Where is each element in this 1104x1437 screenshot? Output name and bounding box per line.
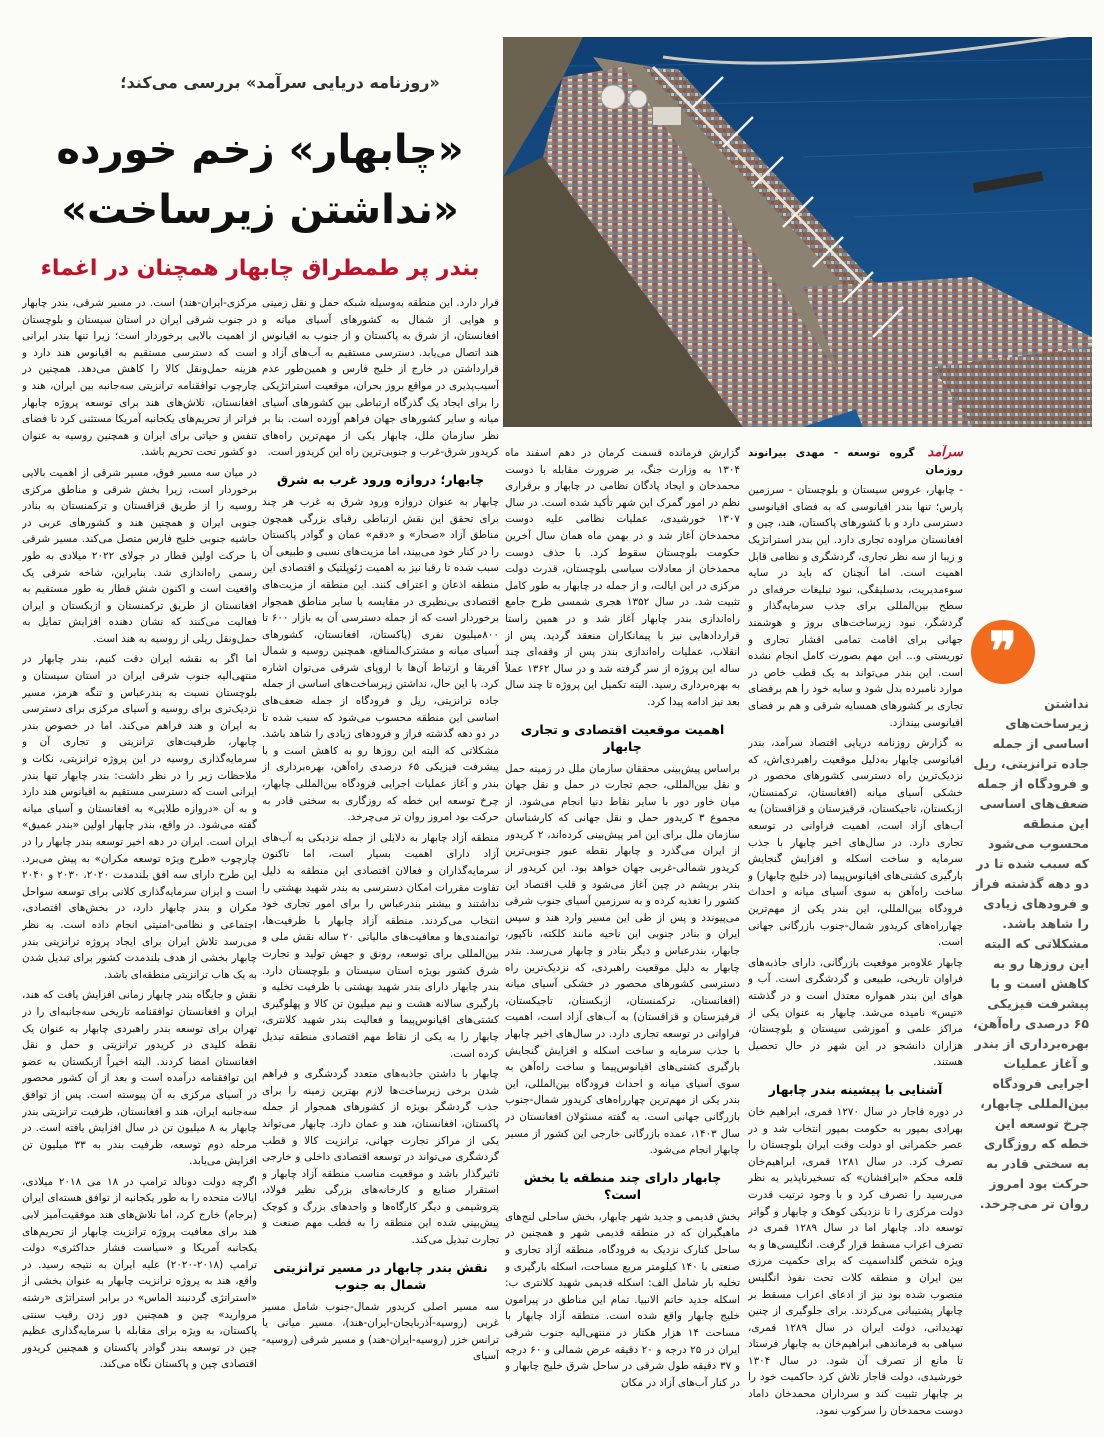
paragraph: منطقه آزاد چابهار به دلایلی از جمله نزدیکی به آب‌های آزاد دارای اهمیت بسیار است، اما تاکنون سرمایه‌گذاران و فعالان اقتصادی این منطقه به دلیل تفاوت مقررات امکان دسترسی به بندر شهید بهشتی را نداشتند و بیشتر بندرعباس را برای امور تجاری خود انتخاب می‌کردند. منطقه آزاد چابهار با ظرفیت‌ها، توانمندی‌ها و معافیت‌های مالیاتی ۲۰ ساله نقش ملی و بین‌المللی برای توسعه، رونق و جهش تولید و تجارت شرق کشور بویژه استان سیستان و بلوچستان دارد. بندر چابهار دارای بندر شهید بهشتی با ظرفیت تخلیه و بارگیری سالانه هشت و نیم میلیون تن کالا و پهلوگیری کشتی‌های اقیانوس‌پیما و فعالیت بندر شهید کلانتری، چابهار را به یکی از نقاط مهم اقتصادی منطقه تبدیل کرده است.: [262, 831, 499, 1060]
section-heading: اهمیت موقعیت اقتصادی و تجاری چابهار: [520, 721, 725, 754]
paragraph: نقش و جایگاه بندر چابهار زمانی افزایش یافت که هند، ایران و افغانستان توافقنامه تاریخی سه‌جانبه‌ای را در تهران برای توسعه بندر راهبردی چابهار به عنوان یک نقطه کلیدی در کریدور ترانزیتی و حمل و نقل افغانستان امضا کردند. البته اخیراً ازبکستان به عضو این توافقنامه درآمده است و بعد از آن کشور محصور در آسیای مرکزی به آن پیوسته است. پس از توافق سه‌جانبه ایران، هند و افغانستان، ظرفیت ترانزیتی بندر چابهار به ۸ میلیون تن در سال افزایش یافته است. در مرحله دوم توسعه، ظرفیت بندر به ۳۳ میلیون تن افزایش می‌یابد.: [22, 989, 257, 1168]
column-3: [262, 295, 499, 1430]
paragraph: چابهار به عنوان دروازه ورود شرق به غرب هر چند برای تحقق این نقش ارتباطی رقبای بزرگی همچون مناطق آزاد «صحار» و «دقم» عمان و گوادر پاکستان را در کنار خود می‌بیند، اما مزیت‌های نسبی و طبیعی آن سبب شده تا رقبا نیز به اهمیت ژئوپلتیک و اقتصادی این منطقه اذعان و اعتراف کنند. این منطقه از مزیت‌های اقتصادی بی‌نظیری در مقایسه با سایر مناطق همجوار برخوردار است که از جمله دسترسی آن به بازار ۶۰۰ تا ۸۰۰میلیون نفری (پاکستان، افغانستان، کشورهای آسیای میانه و مشترک‌المنافع، همچنین روسیه و شمال آفریقا و ارتباط آن‌ها با اروپای شرقی می‌توان اشاره کرد. با این حال، نداشتن زیرساخت‌های اساسی از جمله جاده ترانزیتی، ریل و فرودگاه از جمله ضعف‌های اساسی این منطقه محسوب می‌شود که سبب شده تا در دو دهه گذشته فراز و فرودهای زیادی را شاهد باشد. مشکلاتی که البته این روزها رو به کاهش است و با پیشرفت فیزیکی ۶۵ درصدی راه‌آهن، بهره‌برداری از بندر و آغاز عملیات اجرایی فرودگاه بین‌المللی چابهار، چرخ توسعه این خطه که روزگاری به سختی قادر به حرکت بود امروز روان تر می‌چرخد.: [262, 495, 499, 824]
paragraph: در دوره قاجار در سال ۱۲۷۰ قمری، ابراهیم خان بهرادی بمپور به حکومت بمپور انتخاب شد و در عصر حکمرانی او دولت وقت ایران بلوچستان را تصرف کرد. در سال ۱۲۸۱ قمری، ابراهیم‌خان قلعه محکم «ابرافشان» که تسخیرناپذیر به نظر می‌رسید را تصرف کرد و با وجود ترتیب قدرت دولت مرکزی را تا نزدیکی کوهک و چابهار و گواتر توسعه داد. چابهار اما در سال ۱۲۸۹ قمری در تصرف اعراب مسقط قرار گرفت. انگلیسی‌ها و به ویژه شخص گلداسمیت که برای حکمیت مرزی بین ایران و منطقه کلات تحت نفوذ انگلیس منصوب شده بود نیز از ادعای اعراب مسقط بر چابهار پشتیبانی می‌کردند. برای جلوگیری از چنین تهدیداتی، دولت ایران در سال ۱۲۸۹ قمری، سپاهی به فرماندهی ابراهیم‌خان به چابهار فرستاد تا مانع از تصرف آن شود. در سال ۱۳۰۴ خورشیدی، دولت قاجار تلاش کرد حاکمیت خود را بر چابهار تثبیت کند و سرداران محمدخان داماد دوست محمدخان را سرکوب نمود.: [748, 1105, 963, 1417]
article-kicker: «روزنامه دریایی سرآمد» بررسی می‌کند؛: [120, 73, 440, 92]
paragraph: مرکزی-ایران-هند) است. در مسیر شرقی، بندر چابهار در جنوب شرقی ایران در استان سیستان و بلوچستان از اهمیت بالایی برخوردار است؛ زیرا تنها بندر ایرانی است که دسترسی مستقیم به اقیانوس هند دارد و هزینه حمل‌ونقل کالا را کاهش می‌دهد. همچنین در چارچوب توافقنامه ترانزیتی سه‌جانبه بین ایران، هند و افغانستان، تلاش‌های هند برای توسعه پروژه چابهار فراتر از تحریم‌های یکجانبه آمریکا مستثنی کرد تا فضای تنفس و حیاتی برای ایران و همچنین روسیه به عنوان دو کشور تحت تحریم باشد.: [22, 297, 257, 459]
column-2: [505, 445, 740, 1430]
article-headline: [20, 120, 500, 240]
paragraph: براساس پیش‌بینی محققان سازمان ملل در زمینه حمل و نقل بین‌المللی، حجم تجارت در حمل و نقل جهان میان خاور دور با سایر نقاط دنیا انجام می‌شود. از مجموع ۳ کریدور حمل و نقل جهانی که کارشناسان سازمان ملل برای این امر پیش‌بینی کرده‌اند، ۲ کریدور از ایران می‌گذرد و چابهار نقطه عبور جنوبی‌ترین کریدور شمالی-غربی جهان خواهد بود. این کریدور از بندر بریشم در چین آغاز می‌شود و قلب اقتصاد این کشور را تغذیه کرده و به سرزمین آسیای جنوب شرقی می‌پیوندد و پس از طی این مسیر وارد هند و سپس ایران و بنادر جنوبی این ناحیه مانند کلکته، ناکپور، جابهار، بندرعباس و دیگر بنادر و چابهار می‌رسد. بندر چابهار به دلیل موقعیت راهبردی، که نزدیک‌ترین راه دسترسی کشورهای محصور در خشکی آسیای میانه (افغانستان، ترکمنستان، ازبکستان، تاجیکستان، قرقیزستان و قزاقستان) به آب‌های آزاد است، اهمیت فراوانی در توسعه تجاری دارد. در سال‌های اخیر چابهار با جذب سرمایه و ساخت اسکله و افزایش گنجایش بارگیری کشتی‌های اقیانوس‌پیما و ساخت راه‌آهن به سوی آسیای میانه و احداث فرودگاه بین‌المللی، این بندر یکی از مهم‌ترین چهارراه‌های کریدور شمال-جنوب بازرگانی جهانی است. به گفته مسئولان افغانستان در سال ۱۴۰۳، عمده بازرگانی خارجی این کشور از مسیر چابهار انجام می‌شود.: [505, 762, 740, 1157]
column-4: [22, 295, 257, 1430]
section-heading: نقش بندر چابهار در مسیر ترانزیتی شمال به جنوب: [273, 1259, 488, 1292]
pull-quote: [971, 620, 1089, 1214]
paragraph: به گزارش روزنامه دریایی اقتصاد سرآمد، بندر اقیانوسی چابهار به‌دلیل موقعیت راهبردی‌اش، که نزدیک‌ترین راه دسترسی کشورهای محصور در خشکی آسیای میانه (افغانستان، ترکمنستان، ازبکستان، تاجیکستان، قرقیزستان و قزاقستان) به آب‌های آزاد است، اهمیت فراوانی در توسعه تجاری دارد. در سال‌های اخیر چابهار با جذب سرمایه و ساخت اسکله و افزایش گنجایش بارگیری کشتی‌های اقیانوس‌پیما (در خلیج چابهار) و ساخت راه‌آهن به سوی آسیای میانه و احداث فرودگاه بین‌المللی، این بندر یکی از مهم‌ترین چهارراه‌های کریدور شمال-جنوب بازرگانی جهانی است.: [748, 737, 963, 949]
section-heading: چابهار؛ دروازه ورود غرب به شرق: [276, 471, 485, 487]
paragraph: چابهار با داشتن جاذبه‌های متعدد گردشگری و فراهم شدن برخی زیرساخت‌ها لازم بهترین زمینه را برای جذب گردشگر بویژه از کشورهای همجوار از جمله پاکستان، افغانستان، هند و عمان دارد. چابهار می‌تواند یکی از مراکز تجارت جهانی، ترانزیت کالا و قطب گردشگری می‌تواند در توسعه اقتصادی داخلی و خارجی تاثیرگذار باشد و موقعیت مناسب منطقه آزاد چابهار و استقرار صنایع و کارخانه‌های بزرگی نظیر فولاد، پتروشیمی و دیگر کارگاه‌ها و واحدهای بزرگ و کوچک پیش‌بینی شده این منطقه را به قطب مهم صنعت و تجارت تبدیل می‌کند.: [262, 1068, 499, 1247]
quote-mark-icon: ❞: [971, 620, 1035, 684]
pull-quote-text: نداشتن زیرساخت‌های اساسی از جمله جاده ترانزیتی، ریل و فرودگاه از جمله ضعف‌های اساسی این منطقه محسوب می‌شود که سبب شده تا در دو دهه گذشته فراز و فرودهای زیادی را شاهد باشد. مشکلاتی که البته این روزها رو به کاهش است و با پیشرفت فیزیکی ۶۵ درصدی راه‌آهن، بهره‌برداری از بندر و آغاز عملیات اجرایی فرودگاه بین‌المللی چابهار، چرخ توسعه این خطه که روزگاری به سختی قادر به حرکت بود امروز روان تر می‌چرخد.: [972, 696, 1089, 1211]
paragraph: سه مسیر اصلی کریدور شمال-جنوب شامل مسیر غربی (روسیه-آذربایجان-ایران-هند)، مسیر میانی یا ترانس خزر (روسیه-ایران-هند) و مسیر شرقی (روسیه-آسیای: [262, 1300, 499, 1363]
paragraph: - چابهار، عروس سیستان و بلوچستان - سرزمین پارس؛ تنها بندر اقیانوسی که به فضای اقیانوسی دسترسی دارد و با کشورهای پاکستان، هند، چین و افغانستان مراوده تجاری دارد. این بندر استراتژیک و زیبا از سه نظر تجاری، گردشگری و نظامی قابل اهمیت است. اما آنچنان که باید در سایه سوءمدیریت، بدسلیقگی، نبود تبلیغات حرفه‌ای در سطح بین‌المللی برای جذب سرمایه‌گذار و گردشگر، نبود زیرساخت‌های بروز و هوشمند جهانی برای اقامت تمامی اقشار تجاری و توریستی و... این مهم بصورت کامل انجام نشده است. این بندر می‌تواند به یک قطب خاص در موارد نامبرده بدل شود و سایه خود را هم برفضای تجاری بر کشورهای همسایه شرقی و هم بر فضای اقیانوسی بیندازد.: [748, 484, 963, 729]
paragraph: اگرچه دولت دونالد ترامپ در ۱۸ می ۲۰۱۸ میلادی، ایالات متحده را به طور یکجانبه از توافق هسته‌ای ایران (برجام) خارج کرد، اما تلاش‌های هند موفقیت‌آمیز لابی هند برای معافیت پروژه ترانزیت چابهار از تحریم‌های یکجانبه آمریکا و «سیاست فشار حداکثری» دولت ترامپ (۲۰۱۸-۲۰۲۰) علیه ایران به نتیجه رسید. در واقع، هند به پروژه ترانزیت چابهار به عنوان بخشی از «استراتژی گردنبند الماس» در برابر استراتژی «رشته مروارید» چین و همچنین دور زدن رقیب سنتی پاکستان، به ویژه برای مقابله با سرمایه‌گذاری عظیم چین در توسعه بندر گوادر پاکستان و همچنین کریدور اقتصادی چین و پاکستان نگاه می‌کند.: [22, 1175, 257, 1371]
paragraph: بخش قدیمی و جدید شهر چابهار، بخش ساحلی لنج‌های ماهیگیران که در منطقه قدیمی شهر و همچنین در ساحل کنارک نزدیک به فرودگاه، منطقه آزاد تجاری و صنعتی با ۱۴۰ کیلومتر مربع مساحت، اسکله بارگیری و تخلیه بار شامل الف: اسکله قدیمی شهید کلانتری ب: اسکله جدید خاتم الانبیا. تمام این مناطق در پیرامون خلیج چابهار واقع شده است. منطقه آزاد چابهار با مساحت ۱۴ هزار هکتار در منتهی‌الیه جنوب شرقی ایران در ۲۵ درجه و ۲۰ دقیقه عرض شمالی و ۶۰ درجه و ۳۷ دقیقه طول شرقی در ساحل شرق خلیج چابهار و در کنار آب‌های آزاد در مکان: [505, 1210, 740, 1389]
column-1: [748, 445, 963, 1430]
newspaper-signature: سرآمد: [927, 445, 963, 460]
headline-line-1: «چابهار» زخم خورده: [56, 127, 464, 173]
article-subtitle: بندر پر طمطراق چابهار همچنان در اغماء: [40, 256, 480, 281]
headline-line-2: «نداشتن زیرساخت»: [61, 187, 459, 233]
section-heading: چابهار دارای چند منطقه یا بخش است؟: [523, 1169, 722, 1202]
paragraph: قرار دارد. این منطقه به‌وسیله شبکه حمل و نقل زمینی و هوایی از شمال به کشورهای آسیای میانه و افغانستان، از شرق به پاکستان و از جنوب به اقیانوس هند اتصال می‌یابد. دسترسی مستقیم به آب‌های آزاد و قرارداشتن در خارج از خلیج فارس و همین‌طور عدم آسیب‌پذیری در مواقع بروز بحران، موقعیت استراتژیکی را برای ایجاد یک گذرگاه ارتباطی بین کشورهای آسیای میانه و سایر کشورهای جهان فراهم آورده است. بنا بر نظر سازمان ملل، چابهار یکی از مهم‌ترین راه‌های کریدور شرق-غرب و جنوبی‌ترین راه این کریدور است.: [262, 297, 499, 459]
paragraph: گزارش فرمانده قسمت کرمان در دهم اسفند ماه ۱۳۰۴ به وزارت جنگ، بر ضرورت مقابله با دوست محمدخان و ایجاد پادگان نظامی در چابهار و برقراری نظم در امور گمرک این شهر تأکید شده است. در سال ۱۳۰۷ خورشیدی، عملیات نظامی علیه دوست محمدخان آغاز شد و در بهمن ماه همان سال آخرین حکومت بلوچستان سقوط کرد. با حذف دوست محمدخان از معادلات سیاسی بلوچستان، قدرت دولت مرکزی در این ایالت، و از جمله در چابهار به طور کامل تثبیت شد. در سال ۱۳۵۲ هجری شمسی طرح جامع راه‌اندازی بندر چابهار آغاز شد و در همین راستا قراردادهایی نیز با پیمانکاران منعقد گردید. پس از انقلاب، عملیات راه‌اندازی بندر پس از وقفه‌ای چند ساله این پروژه از سر گرفته شد و در سال ۱۳۶۲ عملاً به بهره‌برداری رسید. البته تکمیل این پروژه تا چند سال بعد نیز ادامه پیدا کرد.: [505, 447, 740, 708]
paragraph: در میان سه مسیر فوق، مسیر شرقی از اهمیت بالایی برخوردار است، زیرا بخش شرقی و مناطق مرکزی روسیه را از طریق قزاقستان و ترکمنستان به بنادر جنوبی ایران و همچنین هند و کشورهای عربی در حاشیه جنوبی خلیج فارس متصل می‌کند. مسیر شرقی با حرکت اولین قطار در جولای ۲۰۲۲ میلادی به طور رسمی راه‌اندازی شد. بنابراین، شاخه شرقی یک واقعیت است و اکنون شش قطار به طور مستقیم به افغانستان از طریق ترکمنستان و ازبکستان و ایران فعالیت می‌کنند که نشان دهنده افزایش تمایل به حمل‌ونقل ریلی از روسیه به هند است.: [22, 466, 257, 645]
section-heading: آشنایی با پیشینه بندر چابهار: [768, 1081, 943, 1097]
paragraph: چابهار علاوه‌بر موقعیت بازرگانی، دارای جاذبه‌های فراوان تاریخی، طبیعی و گردشگری است. آب و هوای این بندر همواره معتدل است و در گذشته «تیس» نامیده می‌شد. چابهار به عنوان یکی از مراکز علمی و آموزشی سیستان و بلوچستان، هزاران دانشجو در این شهر در حال تحصیل هستند.: [748, 956, 963, 1069]
paragraph: اما اگر به نقشه ایران دقت کنیم، بندر چابهار در منتهی‌الیه جنوب شرقی ایران در استان سیستان و بلوچستان نسبت به بندرعباس و تنگه هرمز، مسیر نزدیک‌تری برای روسیه و آسیای مرکزی برای دسترسی به ایران و هند فراهم می‌کند. اما در خصوص بندر چابهار، ظرفیت‌های ترانزیتی و تجاری آن و سرمایه‌گذاری روسیه در این پروژه ترانزیتی، نکات و ملاحظات زیر را در نظر داشت: بندر چابهار تنها بندر ایرانی است که دسترسی مستقیم به اقیانوس هند دارد و به آن «دروازه طلایی» به افغانستان و آسیای میانه گفته می‌شود. در واقع، بندر چابهار اولین «بندر عمیق» ایران است. ایران در دهه اخیر توسعه بندر چابهار را در چارچوب «طرح ویژه توسعه مکران» به پیش می‌برد. این طرح دارای سه افق بلندمدت ۲۰۲۰، ۲۰۳۰ و ۲۰۴۰ است و ایران سرمایه‌گذاری کلانی برای توسعه سواحل مکران و بندر چابهار دارد، در بخش‌های اقتصادی، اجتماعی و نظامی-امنیتی انجام داده است. به نظر می‌رسد تلاش ایران برای ایجاد پروژه ترانزیتی بندر چابهار بخشی از هدف بلندمدت کشور برای تبدیل شدن به یک هاب ترانزیتی منطقه‌ای باشد.: [22, 653, 257, 981]
byline: گروه توسعه - مهدی بیرانوند روزمان: [748, 447, 963, 476]
port-aerial-photo: [503, 37, 1092, 427]
